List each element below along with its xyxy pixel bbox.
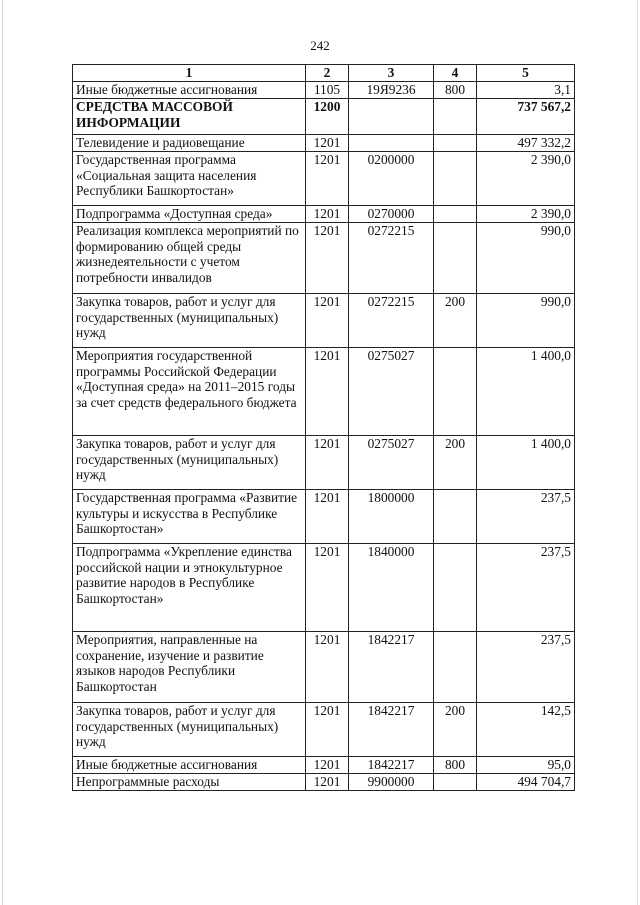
cell-name: Подпрограмма «Доступная среда» — [73, 206, 306, 223]
table-row — [73, 99, 575, 135]
table-row — [73, 223, 575, 294]
cell-name: Непрограммные расходы — [73, 774, 306, 791]
header-col-section: 2 — [306, 65, 349, 82]
cell-type — [434, 774, 477, 791]
cell-target: 1840000 — [349, 544, 434, 632]
table-row — [73, 348, 575, 436]
cell-amount: 237,5 — [477, 544, 575, 632]
cell-section: 1201 — [306, 490, 349, 544]
cell-name: СРЕДСТВА МАССОВОЙ ИНФОРМАЦИИ — [73, 99, 306, 135]
cell-amount: 95,0 — [477, 757, 575, 774]
cell-type — [434, 99, 477, 135]
cell-section: 1201 — [306, 757, 349, 774]
cell-name: Реализация комплекса мероприятий по формированию общей среды жизнедеятельности с учетом потребности инвалидов — [73, 223, 306, 294]
cell-amount: 1 400,0 — [477, 436, 575, 490]
cell-name: Телевидение и радиовещание — [73, 135, 306, 152]
cell-type: 200 — [434, 436, 477, 490]
cell-type — [434, 223, 477, 294]
cell-section: 1201 — [306, 436, 349, 490]
table-row — [73, 294, 575, 348]
cell-target: 0270000 — [349, 206, 434, 223]
table-row — [73, 544, 575, 632]
cell-type — [434, 544, 477, 632]
cell-section: 1201 — [306, 223, 349, 294]
cell-type — [434, 135, 477, 152]
cell-name: Закупка товаров, работ и услуг для государственных (муниципальных) нужд — [73, 294, 306, 348]
cell-amount: 237,5 — [477, 632, 575, 703]
cell-section: 1201 — [306, 135, 349, 152]
cell-type — [434, 152, 477, 206]
table-row — [73, 632, 575, 703]
cell-type — [434, 490, 477, 544]
cell-section: 1201 — [306, 294, 349, 348]
cell-amount: 990,0 — [477, 223, 575, 294]
cell-section: 1201 — [306, 703, 349, 757]
table-row — [73, 135, 575, 152]
table-row — [73, 490, 575, 544]
header-col-target: 3 — [349, 65, 434, 82]
cell-name: Закупка товаров, работ и услуг для государственных (муниципальных) нужд — [73, 436, 306, 490]
cell-amount: 142,5 — [477, 703, 575, 757]
cell-section: 1201 — [306, 632, 349, 703]
cell-target: 0275027 — [349, 436, 434, 490]
cell-name: Мероприятия, направленные на сохранение, изучение и развитие языков народов Республики Башкортостан — [73, 632, 306, 703]
header-col-amount: 5 — [477, 65, 575, 82]
cell-amount: 990,0 — [477, 294, 575, 348]
header-col-type: 4 — [434, 65, 477, 82]
cell-name: Иные бюджетные ассигнования — [73, 757, 306, 774]
cell-target: 1842217 — [349, 757, 434, 774]
table-row — [73, 757, 575, 774]
cell-type — [434, 632, 477, 703]
table-row — [73, 82, 575, 99]
cell-section: 1201 — [306, 152, 349, 206]
cell-name: Иные бюджетные ассигнования — [73, 82, 306, 99]
cell-amount: 1 400,0 — [477, 348, 575, 436]
cell-name: Мероприятия государственной программы Российской Федерации «Доступная среда» на 2011–2015 годы за счет средств федерального бюджета — [73, 348, 306, 436]
table-header-row — [73, 65, 575, 82]
cell-amount: 494 704,7 — [477, 774, 575, 791]
cell-target: 0272215 — [349, 223, 434, 294]
budget-table — [72, 64, 575, 791]
scan-edge-right — [637, 0, 638, 905]
cell-amount: 497 332,2 — [477, 135, 575, 152]
table-row — [73, 436, 575, 490]
cell-target — [349, 135, 434, 152]
cell-type: 800 — [434, 757, 477, 774]
cell-amount: 237,5 — [477, 490, 575, 544]
cell-amount: 2 390,0 — [477, 152, 575, 206]
cell-amount: 3,1 — [477, 82, 575, 99]
cell-target: 1800000 — [349, 490, 434, 544]
cell-name: Подпрограмма «Укрепление единства российской нации и этнокультурное развитие народов в Республике Башкортостан» — [73, 544, 306, 632]
cell-section: 1105 — [306, 82, 349, 99]
cell-section: 1201 — [306, 348, 349, 436]
cell-name: Государственная программа «Социальная защита населения Республики Башкортостан» — [73, 152, 306, 206]
table-row — [73, 206, 575, 223]
cell-section: 1201 — [306, 774, 349, 791]
cell-target: 1842217 — [349, 632, 434, 703]
table-row — [73, 152, 575, 206]
cell-type — [434, 348, 477, 436]
table-body — [73, 82, 575, 791]
cell-amount: 2 390,0 — [477, 206, 575, 223]
cell-section: 1201 — [306, 544, 349, 632]
cell-type: 200 — [434, 294, 477, 348]
cell-target: 9900000 — [349, 774, 434, 791]
cell-type: 800 — [434, 82, 477, 99]
page-number: 242 — [310, 38, 330, 53]
cell-target: 1842217 — [349, 703, 434, 757]
cell-amount: 737 567,2 — [477, 99, 575, 135]
cell-target: 19Я9236 — [349, 82, 434, 99]
header-col-name: 1 — [73, 65, 306, 82]
cell-name: Государственная программа «Развитие культуры и искусства в Республике Башкортостан» — [73, 490, 306, 544]
cell-target: 0200000 — [349, 152, 434, 206]
cell-section: 1201 — [306, 206, 349, 223]
cell-type: 200 — [434, 703, 477, 757]
cell-target — [349, 99, 434, 135]
cell-section: 1200 — [306, 99, 349, 135]
cell-type — [434, 206, 477, 223]
scan-edge-left — [2, 0, 3, 905]
cell-target: 0272215 — [349, 294, 434, 348]
cell-name: Закупка товаров, работ и услуг для государственных (муниципальных) нужд — [73, 703, 306, 757]
table-row — [73, 703, 575, 757]
table-row — [73, 774, 575, 791]
cell-target: 0275027 — [349, 348, 434, 436]
